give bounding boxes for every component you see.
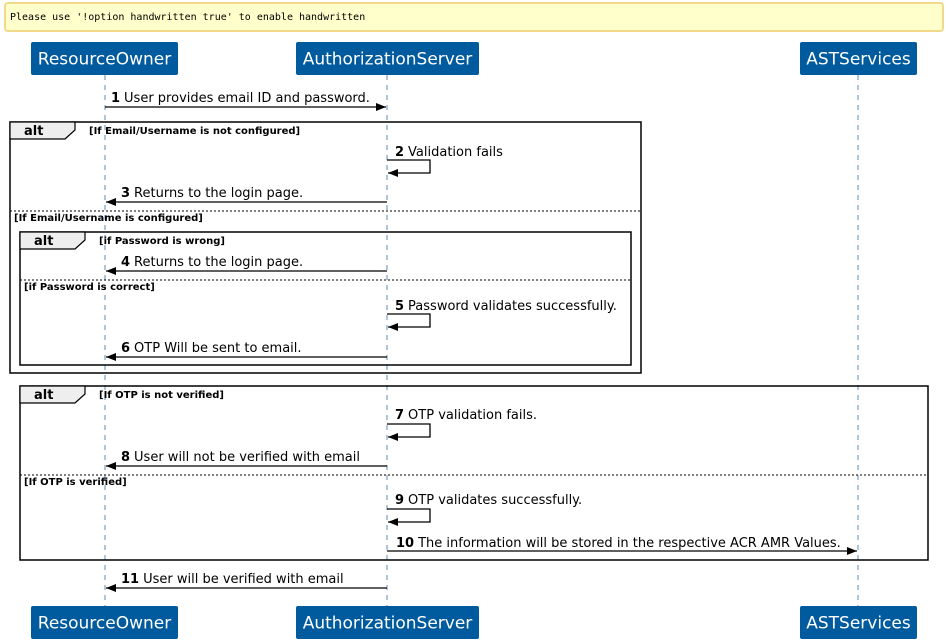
message-5[interactable]: [387, 299, 617, 327]
warning-banner: [5, 3, 943, 31]
fragment-keyword: alt: [34, 388, 54, 403]
participant-label: ASTServices: [806, 49, 911, 70]
message-4[interactable]: [106, 255, 387, 271]
message-label: [121, 450, 360, 465]
message-number: 1: [111, 91, 121, 106]
message-number: 4: [121, 255, 131, 270]
message-text: Returns to the login page.: [134, 255, 304, 270]
participant-label: AuthorizationServer: [302, 613, 473, 634]
message-text: Validation fails: [408, 145, 503, 160]
fragment-guard: [If OTP is verified]: [24, 477, 127, 488]
message-number: 8: [121, 450, 131, 465]
message-label: [121, 341, 302, 356]
message-6[interactable]: [106, 341, 387, 357]
message-number: 3: [121, 186, 131, 201]
message-2[interactable]: [387, 145, 503, 173]
message-label: [121, 255, 303, 270]
message-1[interactable]: [105, 91, 386, 107]
fragment-guard: [If Email/Username is not configured]: [89, 126, 301, 137]
message-text: Password validates successfully.: [408, 299, 617, 314]
message-label: [121, 186, 303, 201]
message-text: The information will be stored in the respective ACR AMR Values.: [418, 536, 841, 551]
message-label: [121, 572, 344, 587]
message-number: 11: [121, 572, 140, 587]
participant-astservices-bottom[interactable]: [800, 606, 917, 639]
message-3[interactable]: [106, 186, 387, 202]
participant-astservices-top[interactable]: [800, 42, 917, 75]
fragment-guard: [If OTP is not verified]: [99, 390, 224, 401]
message-number: 6: [121, 341, 131, 356]
fragment-guard: [if Password is correct]: [24, 282, 155, 293]
message-label: [395, 493, 582, 508]
message-label: [395, 299, 617, 314]
message-8[interactable]: [106, 450, 387, 466]
message-11[interactable]: [106, 572, 387, 588]
participant-resourceowner-top[interactable]: [31, 42, 178, 75]
fragment-guard: [If Email/Username is configured]: [14, 213, 203, 224]
fragment-keyword: alt: [24, 124, 44, 139]
message-label: [395, 145, 503, 160]
fragment-guard: [if Password is wrong]: [99, 236, 225, 247]
message-number: 5: [395, 299, 405, 314]
fragment-keyword: alt: [34, 234, 54, 249]
participant-label: ASTServices: [806, 613, 911, 634]
message-text: User will not be verified with email: [134, 450, 360, 465]
message-number: 10: [396, 536, 415, 551]
message-text: OTP Will be sent to email.: [134, 341, 302, 356]
message-text: User will be verified with email: [143, 572, 344, 587]
message-text: OTP validation fails.: [408, 408, 537, 423]
message-7[interactable]: [387, 408, 537, 437]
message-9[interactable]: [387, 493, 582, 522]
message-label: [395, 408, 537, 423]
message-number: 9: [395, 493, 405, 508]
message-text: Returns to the login page.: [134, 186, 304, 201]
participant-label: ResourceOwner: [37, 49, 172, 70]
message-10[interactable]: [387, 536, 857, 551]
message-number: 2: [395, 145, 405, 160]
message-label: [111, 91, 370, 106]
message-text: OTP validates successfully.: [408, 493, 583, 508]
participant-label: ResourceOwner: [37, 613, 172, 634]
participant-resourceowner-bottom[interactable]: [31, 606, 178, 639]
banner-text: Please use '!option handwritten true' to enable handwritten: [10, 12, 366, 23]
message-number: 7: [395, 408, 405, 423]
participant-label: AuthorizationServer: [302, 49, 473, 70]
message-label: [396, 536, 841, 551]
message-text: User provides email ID and password.: [124, 91, 370, 106]
participant-authorizationserver-bottom[interactable]: [296, 606, 479, 639]
participant-authorizationserver-top[interactable]: [296, 42, 479, 75]
